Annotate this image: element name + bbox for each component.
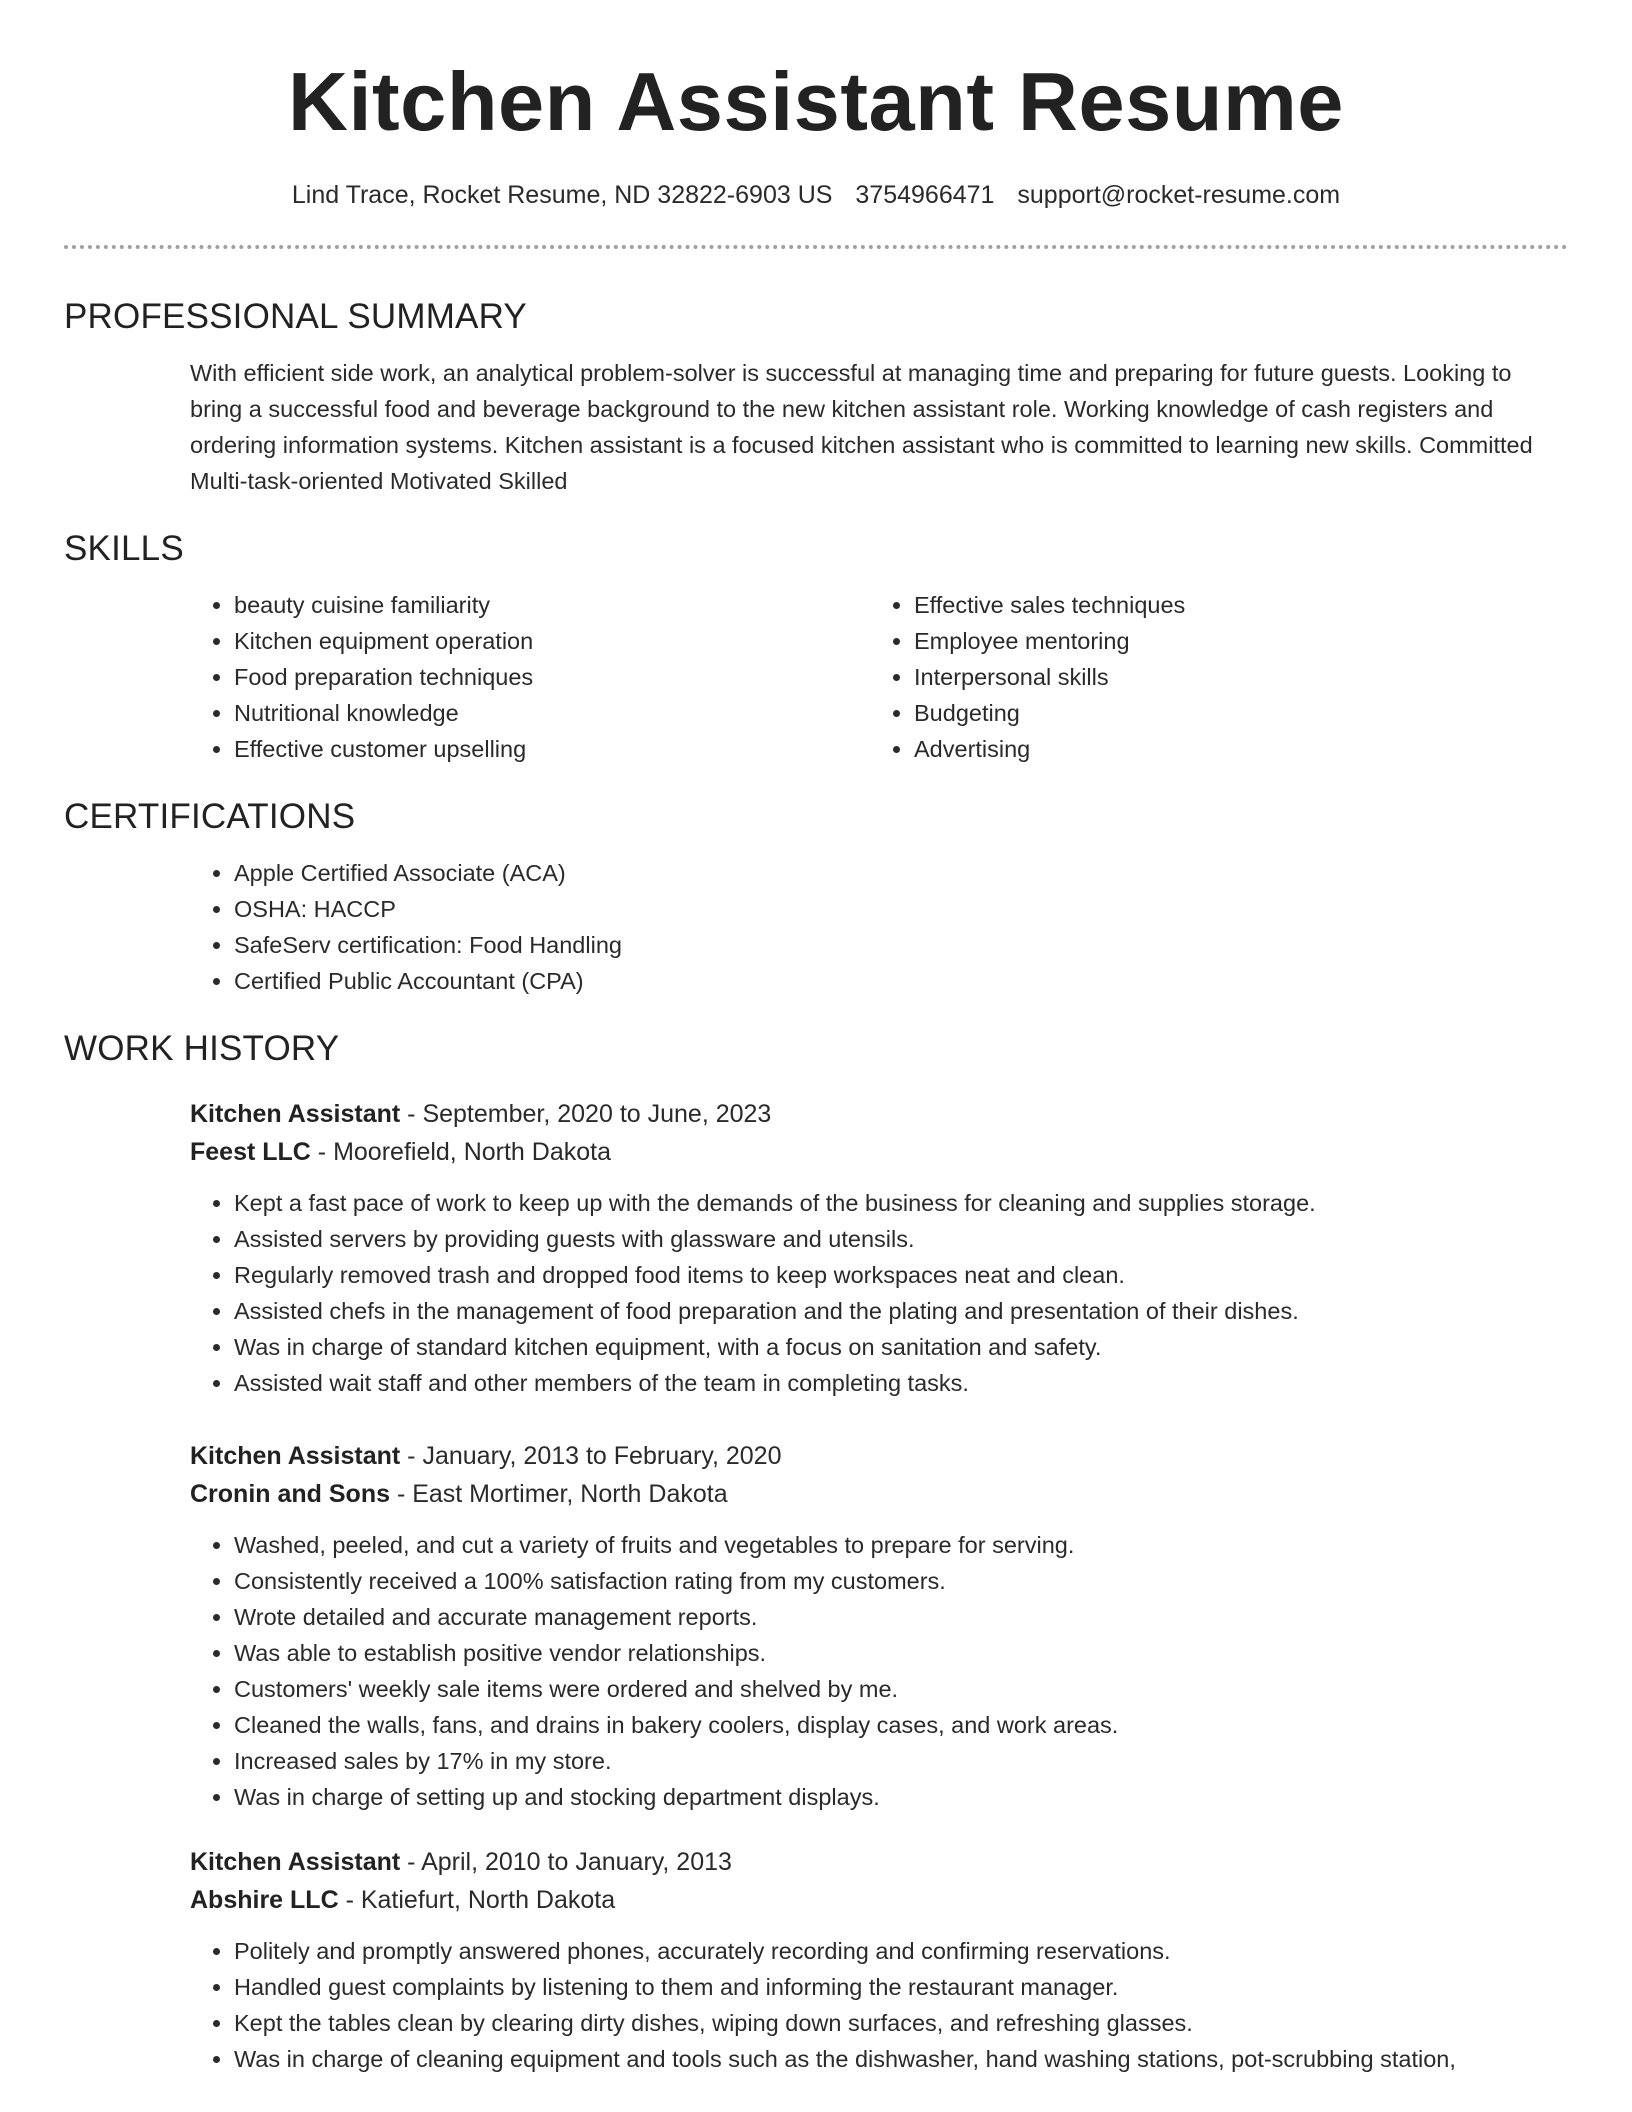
job-duty: • Cleaned the walls, fans, and drains in bakery coolers, display cases, and work areas. (234, 1707, 1568, 1743)
job-duty: • Was in charge of standard kitchen equipment, with a focus on sanitation and safety. (234, 1329, 1568, 1365)
skill-item: • Food preparation techniques (234, 659, 870, 695)
job-title-line (190, 1095, 1568, 1133)
job-duties (190, 1185, 1568, 1401)
resume-title: Kitchen Assistant Resume (288, 55, 1344, 148)
job-location: - Moorefield, North Dakota (310, 1138, 611, 1167)
skill-item: • Interpersonal skills (914, 659, 1550, 695)
job-duty: • Handled guest complaints by listening to them and informing the restaurant manager. (234, 1969, 1568, 2005)
job-duty: • Was in charge of cleaning equipment and tools such as the dishwasher, hand washing stations, pot-scrubbing station, (234, 2041, 1568, 2077)
job-company: Abshire LLC (190, 1886, 339, 1915)
certifications-heading: CERTIFICATIONS (64, 797, 356, 837)
skill-item: • Effective customer upselling (234, 731, 870, 767)
job-duty: • Consistently received a 100% satisfaction rating from my customers. (234, 1563, 1568, 1599)
job-company-line (190, 1133, 1568, 1171)
skills-grid (190, 587, 1568, 767)
job-duty: • Wrote detailed and accurate management reports. (234, 1599, 1568, 1635)
job-duty: • Was in charge of setting up and stocking department displays. (234, 1779, 1568, 1815)
job-duty: • Washed, peeled, and cut a variety of fruits and vegetables to prepare for serving. (234, 1527, 1568, 1563)
job-location: - Katiefurt, North Dakota (338, 1886, 616, 1915)
job-duty: • Assisted servers by providing guests with glassware and utensils. (234, 1221, 1568, 1257)
job-location: - East Mortimer, North Dakota (390, 1480, 728, 1509)
skill-item: • Employee mentoring (914, 623, 1550, 659)
resume-page (64, 0, 1568, 2077)
job-entry (190, 1095, 1568, 1401)
certification-item: • Apple Certified Associate (ACA) (234, 855, 1568, 891)
skill-item: • Kitchen equipment operation (234, 623, 870, 659)
summary-text: With efficient side work, an analytical problem-solver is successful at managing time and preparing for future guests. Looking to bring a successful food and beverage background to the new kitchen assistant role. Working knowledge of cash registers and ordering information systems. Kitchen assistant is a focused kitchen assistant who is committed to learning new skills. Committed Multi-task-oriented Motivated Skilled (190, 360, 1533, 495)
job-title: Kitchen Assistant (190, 1848, 401, 1877)
job-company: Cronin and Sons (190, 1480, 390, 1509)
job-company-line (190, 1475, 1568, 1513)
job-duty: • Regularly removed trash and dropped food items to keep workspaces neat and clean. (234, 1257, 1568, 1293)
job-duty: • Customers' weekly sale items were ordered and shelved by me. (234, 1671, 1568, 1707)
skill-item: • Advertising (914, 731, 1550, 767)
certification-item: • Certified Public Accountant (CPA) (234, 963, 1568, 999)
job-duty: • Kept the tables clean by clearing dirty dishes, wiping down surfaces, and refreshing glasses. (234, 2005, 1568, 2041)
job-entry (190, 1843, 1568, 2077)
job-dates: - January, 2013 to February, 2020 (400, 1442, 782, 1471)
job-duty: • Politely and promptly answered phones, accurately recording and confirming reservations. (234, 1933, 1568, 1969)
summary-heading: PROFESSIONAL SUMMARY (64, 297, 527, 337)
contact-phone: 3754966471 (855, 181, 995, 210)
job-title: Kitchen Assistant (190, 1442, 401, 1471)
job-entry (190, 1437, 1568, 1815)
job-company: Feest LLC (190, 1138, 311, 1167)
work-history-heading: WORK HISTORY (64, 1029, 340, 1069)
skill-item: • Nutritional knowledge (234, 695, 870, 731)
job-title-line (190, 1843, 1568, 1881)
certifications-list (190, 855, 1568, 999)
job-duties (190, 1527, 1568, 1815)
job-duty: • Kept a fast pace of work to keep up with the demands of the business for cleaning and supplies storage. (234, 1185, 1568, 1221)
skill-item: • beauty cuisine familiarity (234, 587, 870, 623)
job-title-line (190, 1437, 1568, 1475)
certification-item: • SafeServ certification: Food Handling (234, 927, 1568, 963)
job-duty: • Was able to establish positive vendor relationships. (234, 1635, 1568, 1671)
header-divider (64, 245, 1568, 249)
contact-email: support@rocket-resume.com (1017, 181, 1341, 210)
skill-item: • Effective sales techniques (914, 587, 1550, 623)
skills-column-right (870, 587, 1550, 767)
skill-item: • Budgeting (914, 695, 1550, 731)
certification-item: • OSHA: HACCP (234, 891, 1568, 927)
job-company-line (190, 1881, 1568, 1919)
job-duty: • Increased sales by 17% in my store. (234, 1743, 1568, 1779)
job-dates: - April, 2010 to January, 2013 (400, 1848, 732, 1877)
job-dates: - September, 2020 to June, 2023 (400, 1100, 772, 1129)
contact-address: Lind Trace, Rocket Resume, ND 32822-6903 US (291, 181, 833, 210)
job-duty: • Assisted wait staff and other members of the team in completing tasks. (234, 1365, 1568, 1401)
job-duty: • Assisted chefs in the management of food preparation and the plating and presentation of their dishes. (234, 1293, 1568, 1329)
skills-column-left (190, 587, 870, 767)
skills-heading: SKILLS (64, 529, 184, 569)
job-duties (190, 1933, 1568, 2077)
contact-line (64, 179, 1568, 211)
job-title: Kitchen Assistant (190, 1100, 401, 1129)
